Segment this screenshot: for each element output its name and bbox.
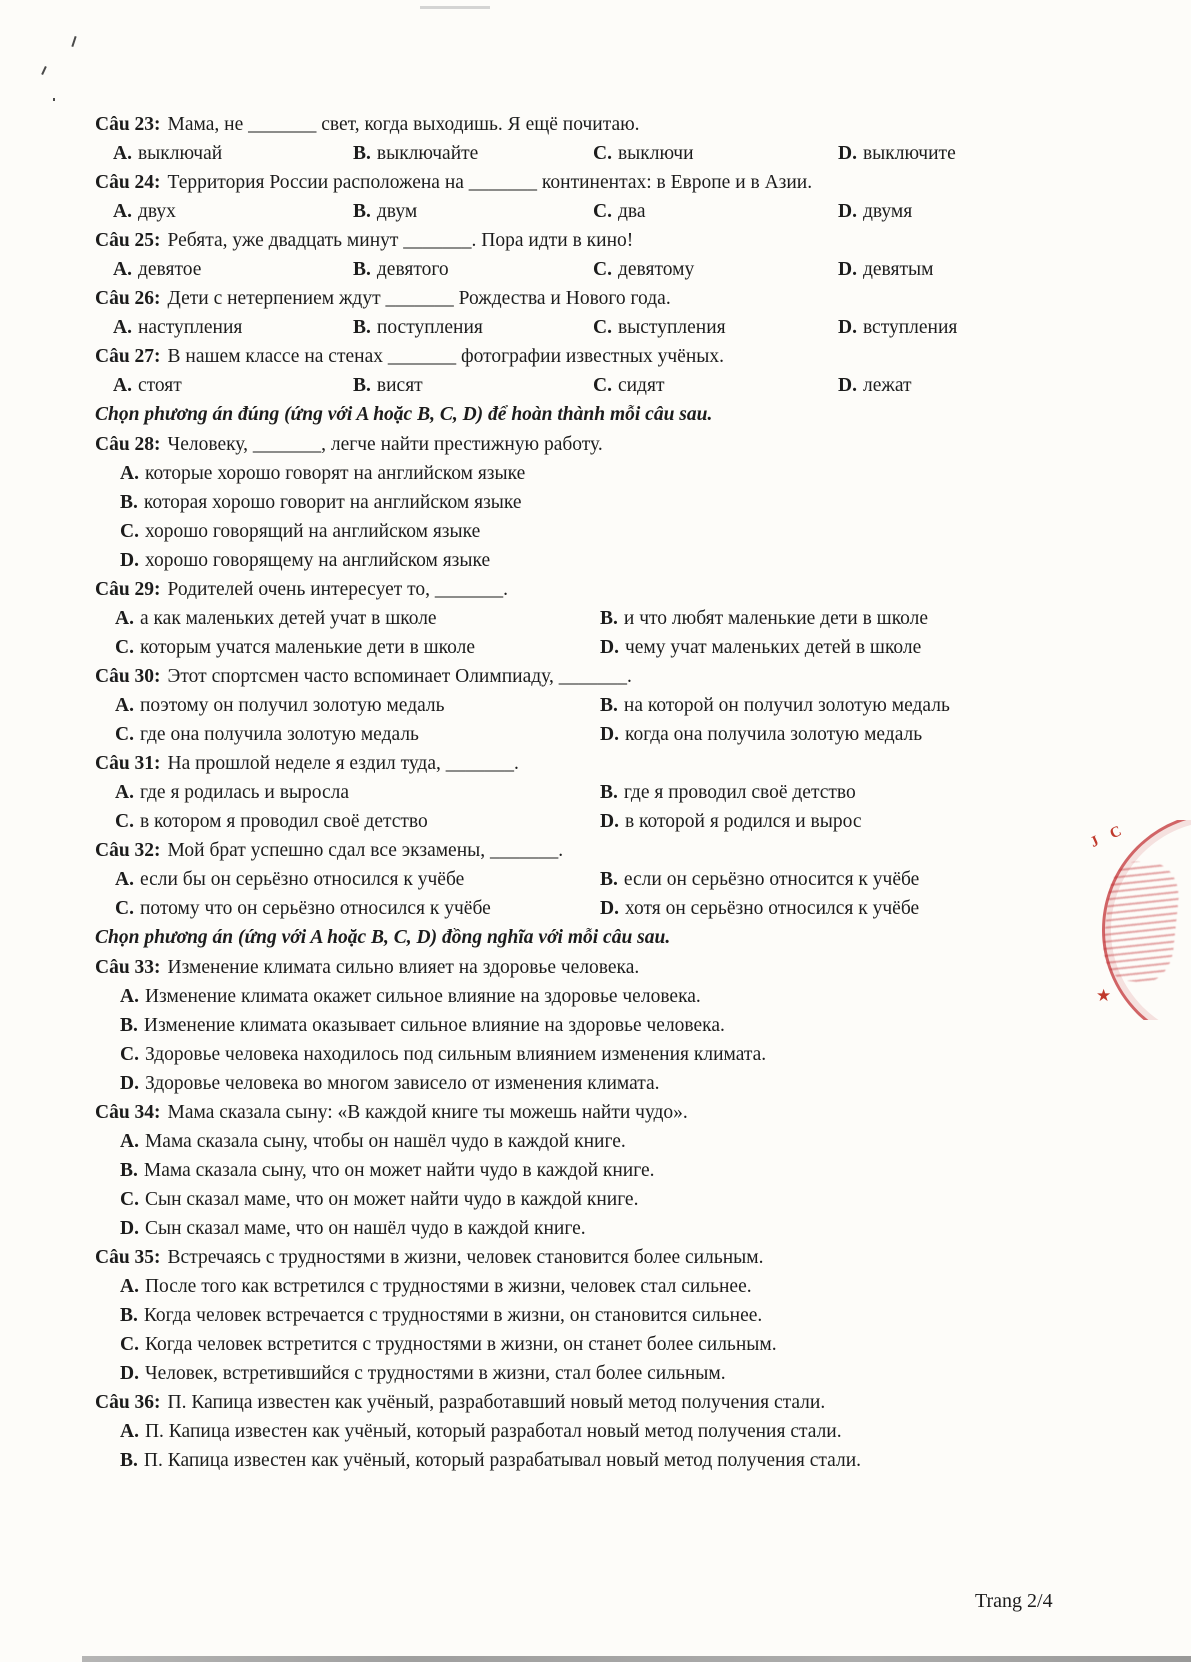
- option-letter: C.: [120, 1044, 139, 1065]
- answer-option: [593, 197, 838, 226]
- answer-option: [838, 313, 1085, 342]
- answer-option: [600, 894, 1085, 923]
- question-text: Родителей очень интересует то, _______.: [167, 579, 509, 600]
- answer-option: [113, 371, 353, 400]
- question-text-line: [95, 1388, 1085, 1417]
- answer-option: [600, 778, 1085, 807]
- option-letter: A.: [120, 986, 139, 1007]
- option-text: Мама сказала сыну, чтобы он нашёл чудо в каждой книге.: [144, 1131, 626, 1152]
- option-letter: C.: [593, 201, 612, 222]
- option-letter: A.: [113, 143, 132, 164]
- option-letter: B.: [120, 1305, 138, 1326]
- question-text: В нашем классе на стенах _______ фотографии известных учёных.: [167, 346, 724, 367]
- question-block: [95, 1243, 1085, 1388]
- option-letter: A.: [120, 1276, 139, 1297]
- question-number: Câu 32:: [95, 840, 161, 861]
- answer-option: [120, 1156, 1085, 1185]
- answer-option: [120, 982, 1085, 1011]
- question-number: Câu 28:: [95, 434, 161, 455]
- option-letter: B.: [120, 1015, 138, 1036]
- question-text-line: [95, 342, 1085, 371]
- option-text: которая хорошо говорит на английском языке: [143, 492, 522, 513]
- option-text: Здоровье человека находилось под сильным влиянием изменения климата.: [144, 1044, 767, 1065]
- question-text-line: [95, 110, 1085, 139]
- red-stamp: [1088, 820, 1191, 1020]
- answer-option: [353, 139, 593, 168]
- question-number: Câu 23:: [95, 114, 161, 135]
- question-text-line: [95, 168, 1085, 197]
- page-number: Trang 2/4: [975, 1590, 1053, 1612]
- option-text: в котором я проводил своё детство: [139, 811, 428, 832]
- option-letter: D.: [838, 201, 857, 222]
- option-text: вступления: [862, 317, 958, 338]
- question-block: [95, 953, 1085, 1098]
- option-text: если он серьёзно относится к учёбе: [623, 869, 920, 890]
- option-letter: A.: [113, 259, 132, 280]
- option-letter: C.: [120, 1189, 139, 1210]
- scan-edge-strip: [82, 1656, 1191, 1662]
- option-letter: B.: [353, 375, 371, 396]
- option-letter: D.: [600, 811, 619, 832]
- option-letter: C.: [115, 637, 134, 658]
- option-letter: C.: [120, 1334, 139, 1355]
- answer-option: [353, 255, 593, 284]
- option-text: которые хорошо говорят на английском языке: [144, 463, 526, 484]
- option-letter: A.: [113, 375, 132, 396]
- option-text: где она получила золотую медаль: [139, 724, 419, 745]
- option-text: висят: [376, 375, 423, 396]
- option-letter: D.: [838, 375, 857, 396]
- question-number: Câu 30:: [95, 666, 161, 687]
- stamp-letters: J C: [1088, 821, 1129, 851]
- option-text: Сын сказал маме, что он может найти чудо в каждой книге.: [144, 1189, 639, 1210]
- option-text: Сын сказал маме, что он нашёл чудо в каждой книге.: [144, 1218, 586, 1239]
- options-group: [95, 982, 1085, 1098]
- option-letter: B.: [120, 1450, 138, 1471]
- question-text: Дети с нетерпением ждут _______ Рождества и Нового года.: [167, 288, 671, 309]
- answer-option: [120, 488, 1085, 517]
- answer-option: [600, 604, 1085, 633]
- answer-option: [113, 313, 353, 342]
- option-letter: D.: [838, 317, 857, 338]
- option-text: Здоровье человека во многом зависело от изменения климата.: [144, 1073, 660, 1094]
- question-text: Территория России расположена на _______ континентах: в Европе и в Азии.: [167, 172, 813, 193]
- answer-option: [353, 197, 593, 226]
- question-text-line: [95, 1098, 1085, 1127]
- section-instruction: Chọn phương án đúng (ứng với A hoặc B, C, D) để hoàn thành mỗi câu sau.: [95, 404, 713, 425]
- option-letter: A.: [115, 782, 134, 803]
- options-group: [95, 604, 1085, 662]
- answer-option: [838, 371, 1085, 400]
- option-letter: D.: [120, 1073, 139, 1094]
- option-letter: A.: [120, 463, 139, 484]
- answer-option: [120, 1301, 1085, 1330]
- question-text-line: [95, 662, 1085, 691]
- option-letter: C.: [593, 259, 612, 280]
- option-text: в которой я родился и вырос: [624, 811, 862, 832]
- question-number: Câu 31:: [95, 753, 161, 774]
- option-letter: C.: [115, 898, 134, 919]
- question-number: Câu 25:: [95, 230, 161, 251]
- answer-option: [593, 139, 838, 168]
- option-letter: B.: [353, 143, 371, 164]
- options-group: [95, 1127, 1085, 1243]
- answer-option: [115, 633, 600, 662]
- option-text: хотя он серьёзно относился к учёбе: [624, 898, 920, 919]
- option-letter: D.: [120, 1363, 139, 1384]
- options-group: [95, 865, 1085, 923]
- pen-mark: [41, 66, 47, 75]
- star-icon: ★: [1096, 986, 1112, 1005]
- option-text: сидят: [617, 375, 665, 396]
- pen-mark: [71, 36, 76, 47]
- question-block: [95, 342, 1085, 400]
- option-letter: D.: [120, 550, 139, 571]
- option-text: выступления: [617, 317, 726, 338]
- question-text: Человеку, _______, легче найти престижную работу.: [167, 434, 603, 455]
- option-text: потому что он серьёзно относился к учёбе: [139, 898, 491, 919]
- answer-option: [838, 197, 1085, 226]
- option-text: хорошо говорящий на английском языке: [144, 521, 481, 542]
- option-letter: A.: [120, 1421, 139, 1442]
- option-text: двум: [376, 201, 418, 222]
- stamp-text-texture: [1100, 859, 1182, 986]
- options-group: [95, 255, 1085, 284]
- option-text: выключай: [137, 143, 223, 164]
- question-block: [95, 749, 1085, 836]
- answer-option: [838, 255, 1085, 284]
- question-text: Мой брат успешно сдал все экзамены, _______.: [167, 840, 564, 861]
- option-text: чему учат маленьких детей в школе: [624, 637, 922, 658]
- option-text: двумя: [862, 201, 913, 222]
- question-text-line: [95, 953, 1085, 982]
- option-text: поступления: [376, 317, 483, 338]
- options-group: [95, 1417, 1085, 1475]
- option-text: где я проводил своё детство: [623, 782, 856, 803]
- answer-option: [115, 778, 600, 807]
- question-text: Мама сказала сыну: «В каждой книге ты можешь найти чудо».: [167, 1102, 688, 1123]
- question-text: Мама, не _______ свет, когда выходишь. Я ещё почитаю.: [167, 114, 640, 135]
- answer-option: [600, 720, 1085, 749]
- answer-option: [593, 255, 838, 284]
- option-text: хорошо говорящему на английском языке: [144, 550, 491, 571]
- answer-option: [113, 139, 353, 168]
- option-text: Когда человек встретится с трудностями в жизни, он станет более сильным.: [144, 1334, 777, 1355]
- answer-option: [120, 517, 1085, 546]
- option-letter: C.: [593, 317, 612, 338]
- option-text: где я родилась и выросла: [139, 782, 350, 803]
- question-text: Этот спортсмен часто вспоминает Олимпиаду, _______.: [167, 666, 632, 687]
- option-letter: C.: [120, 521, 139, 542]
- answer-option: [353, 313, 593, 342]
- answer-option: [120, 1127, 1085, 1156]
- section-instruction: Chọn phương án (ứng với A hoặc B, C, D) đồng nghĩa với mỗi câu sau.: [95, 927, 671, 948]
- question-block: [95, 1388, 1085, 1475]
- answer-option: [120, 546, 1085, 575]
- question-number: Câu 27:: [95, 346, 161, 367]
- option-text: два: [617, 201, 646, 222]
- option-text: которым учатся маленькие дети в школе: [139, 637, 476, 658]
- option-letter: B.: [353, 259, 371, 280]
- option-text: девятому: [617, 259, 695, 280]
- answer-option: [113, 197, 353, 226]
- answer-option: [120, 1214, 1085, 1243]
- question-block: [95, 168, 1085, 226]
- answer-option: [600, 633, 1085, 662]
- option-text: Когда человек встречается с трудностями в жизни, он становится сильнее.: [143, 1305, 763, 1326]
- option-letter: A.: [115, 695, 134, 716]
- answer-option: [838, 139, 1085, 168]
- option-letter: A.: [115, 869, 134, 890]
- question-text: Встречаясь с трудностями в жизни, человек становится более сильным.: [167, 1247, 764, 1268]
- question-text-line: [95, 836, 1085, 865]
- option-letter: B.: [120, 492, 138, 513]
- option-text: двух: [137, 201, 176, 222]
- question-block: [95, 110, 1085, 168]
- question-text: На прошлой неделе я ездил туда, _______.: [167, 753, 519, 774]
- option-letter: C.: [593, 375, 612, 396]
- option-text: Изменение климата оказывает сильное влияние на здоровье человека.: [143, 1015, 725, 1036]
- option-text: девятым: [862, 259, 934, 280]
- answer-option: [600, 691, 1085, 720]
- option-text: П. Капица известен как учёный, который разрабатывал новый метод получения стали.: [143, 1450, 862, 1471]
- option-letter: D.: [600, 898, 619, 919]
- answer-option: [600, 865, 1085, 894]
- option-text: поэтому он получил золотую медаль: [139, 695, 445, 716]
- question-text-line: [95, 284, 1085, 313]
- options-group: [95, 691, 1085, 749]
- stamp-circle: [1102, 820, 1191, 1020]
- question-text: П. Капица известен как учёный, разработавший новый метод получения стали.: [167, 1392, 826, 1413]
- answer-option: [120, 1417, 1085, 1446]
- option-text: когда она получила золотую медаль: [624, 724, 923, 745]
- option-letter: D.: [838, 259, 857, 280]
- option-letter: D.: [600, 724, 619, 745]
- option-letter: C.: [115, 811, 134, 832]
- options-group: [95, 778, 1085, 836]
- option-letter: C.: [593, 143, 612, 164]
- option-letter: B.: [600, 608, 618, 629]
- answer-option: [353, 371, 593, 400]
- option-letter: D.: [838, 143, 857, 164]
- answer-option: [120, 1272, 1085, 1301]
- question-block: [95, 226, 1085, 284]
- options-group: [95, 313, 1085, 342]
- option-text: если бы он серьёзно относился к учёбе: [139, 869, 465, 890]
- options-group: [95, 139, 1085, 168]
- answer-option: [120, 1359, 1085, 1388]
- answer-option: [120, 1069, 1085, 1098]
- option-letter: B.: [353, 317, 371, 338]
- option-text: на которой он получил золотую медаль: [623, 695, 950, 716]
- option-text: девятого: [376, 259, 449, 280]
- answer-option: [115, 894, 600, 923]
- option-letter: A.: [113, 317, 132, 338]
- question-text-line: [95, 226, 1085, 255]
- option-letter: B.: [600, 695, 618, 716]
- question-number: Câu 34:: [95, 1102, 161, 1123]
- option-text: и что любят маленькие дети в школе: [623, 608, 929, 629]
- answer-option: [120, 459, 1085, 488]
- option-letter: B.: [600, 782, 618, 803]
- question-number: Câu 24:: [95, 172, 161, 193]
- question-number: Câu 35:: [95, 1247, 161, 1268]
- option-letter: C.: [115, 724, 134, 745]
- option-letter: A.: [115, 608, 134, 629]
- answer-option: [113, 255, 353, 284]
- question-block: [95, 1098, 1085, 1243]
- option-text: девятое: [137, 259, 202, 280]
- option-text: П. Капица известен как учёный, который разработал новый метод получения стали.: [144, 1421, 842, 1442]
- question-block: [95, 284, 1085, 342]
- answer-option: [115, 807, 600, 836]
- option-text: лежат: [862, 375, 912, 396]
- question-text-line: [95, 1243, 1085, 1272]
- answer-option: [115, 720, 600, 749]
- option-text: стоят: [137, 375, 182, 396]
- question-text-line: [95, 575, 1085, 604]
- questions-container: [95, 110, 1085, 1475]
- option-letter: B.: [600, 869, 618, 890]
- option-letter: B.: [353, 201, 371, 222]
- options-group: [95, 459, 1085, 575]
- options-group: [95, 1272, 1085, 1388]
- scan-artifact: [420, 6, 490, 9]
- answer-option: [120, 1040, 1085, 1069]
- option-text: Мама сказала сыну, что он может найти чудо в каждой книге.: [143, 1160, 655, 1181]
- answer-option: [115, 691, 600, 720]
- option-text: выключите: [862, 143, 956, 164]
- answer-option: [115, 865, 600, 894]
- options-group: [95, 197, 1085, 226]
- answer-option: [600, 807, 1085, 836]
- answer-option: [120, 1330, 1085, 1359]
- option-letter: D.: [120, 1218, 139, 1239]
- question-number: Câu 26:: [95, 288, 161, 309]
- option-text: Человек, встретившийся с трудностями в жизни, стал более сильным.: [144, 1363, 726, 1384]
- question-text-line: [95, 430, 1085, 459]
- question-block: [95, 662, 1085, 749]
- answer-option: [593, 371, 838, 400]
- option-letter: B.: [120, 1160, 138, 1181]
- question-text-line: [95, 749, 1085, 778]
- answer-option: [115, 604, 600, 633]
- question-text: Ребята, уже двадцать минут _______. Пора идти в кино!: [167, 230, 634, 251]
- option-text: После того как встретился с трудностями в жизни, человек стал сильнее.: [144, 1276, 752, 1297]
- option-text: а как маленьких детей учат в школе: [139, 608, 437, 629]
- question-number: Câu 36:: [95, 1392, 161, 1413]
- question-block: [95, 836, 1085, 923]
- answer-option: [120, 1185, 1085, 1214]
- question-number: Câu 29:: [95, 579, 161, 600]
- question-block: [95, 430, 1085, 575]
- option-letter: A.: [113, 201, 132, 222]
- option-text: наступления: [137, 317, 243, 338]
- question-number: Câu 33:: [95, 957, 161, 978]
- question-text: Изменение климата сильно влияет на здоровье человека.: [167, 957, 640, 978]
- option-letter: D.: [600, 637, 619, 658]
- options-group: [95, 371, 1085, 400]
- answer-option: [120, 1446, 1085, 1475]
- option-text: выключи: [617, 143, 694, 164]
- question-block: [95, 575, 1085, 662]
- option-text: выключайте: [376, 143, 479, 164]
- answer-option: [593, 313, 838, 342]
- pen-mark: [53, 98, 55, 101]
- option-text: Изменение климата окажет сильное влияние на здоровье человека.: [144, 986, 701, 1007]
- option-letter: A.: [120, 1131, 139, 1152]
- answer-option: [120, 1011, 1085, 1040]
